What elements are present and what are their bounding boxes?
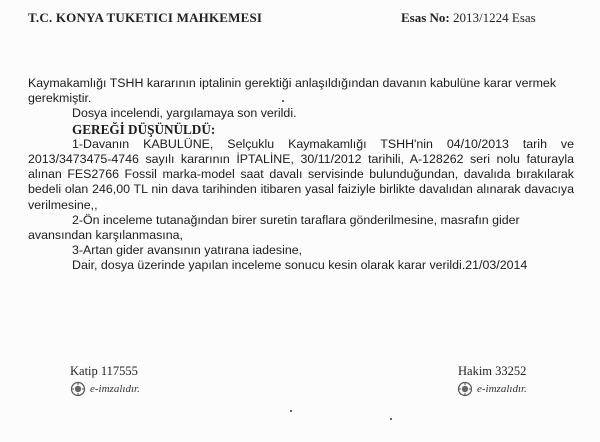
court-name: T.C. KONYA TUKETICI MAHKEMESI <box>28 10 263 25</box>
scan-speck <box>282 100 284 102</box>
verdict-item-3: 3-Artan gider avansının yatırana iadesine, <box>72 243 303 258</box>
judge-e-signature <box>457 381 527 397</box>
case-number <box>401 10 536 26</box>
verdict-heading: GEREĞİ DÜŞÜNÜLDÜ: <box>72 121 216 137</box>
scan-speck <box>390 418 392 420</box>
verdict-item-1: 1-Davanın KABULÜNE, Selçuklu Kaymakamlığı TSHH'nin 04/10/2013 tarih ve 2013/3473475-4746 sayılı kararının İPTALİNE, 30/11/2012 tarihili, A-128262 seri nolu faturayla alınan FES2766 Fossil marka-model saat davalı servisinde bulunduğundan, davalıda bırakılarak bedeli olan 246,00 TL nin dava tarihinden itibaren yasal faiziyle birlikte davalıdan alınarak davacıya verilmesine,, <box>28 136 574 212</box>
clerk-e-signature <box>70 381 140 397</box>
paragraph-file-reviewed: Dosya incelendi, yargılamaya son verildi. <box>72 106 297 121</box>
judge-e-signature-label: e-imzalıdır. <box>477 383 527 395</box>
case-number-value: 2013/1224 Esas <box>453 10 536 25</box>
verdict-closing: Dair, dosya üzerinde yapılan inceleme sonucu kesin olarak karar verildi.21/03/2014 <box>72 258 528 273</box>
seal-icon <box>457 381 473 397</box>
paragraph-reasoning: Kaymakamlığı TSHH kararının iptalinin gerektiği anlaşıldığından davanın kabulüne karar vermek gerekmiştir. <box>28 76 557 106</box>
seal-icon <box>70 381 86 397</box>
verdict-item-2: 2-Ön inceleme tutanağından birer suretin taraflara gönderilmesine, masrafın gider avansından karşılanmasına, <box>28 212 520 243</box>
clerk-signature: Katip 117555 <box>70 364 138 378</box>
judge-signature: Hakim 33252 <box>458 364 527 378</box>
decision-body <box>28 76 574 274</box>
scan-speck <box>290 410 292 412</box>
clerk-e-signature-label: e-imzalıdır. <box>90 383 140 395</box>
case-number-label: Esas No: <box>401 10 450 25</box>
